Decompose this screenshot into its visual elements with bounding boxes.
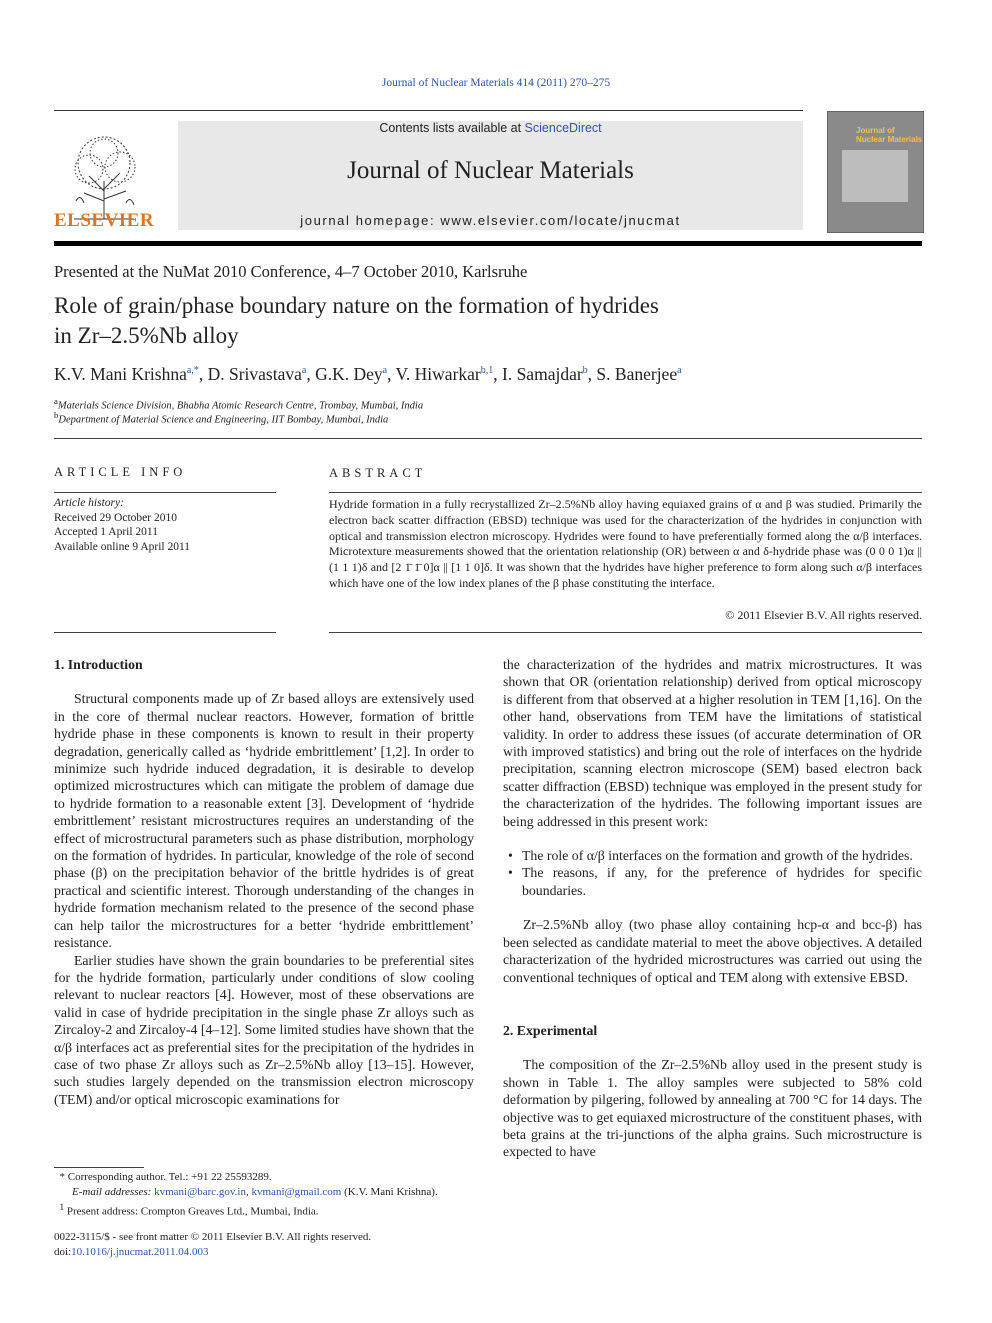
journal-reference-link[interactable]: Journal of Nuclear Materials 414 (2011) 270–275 — [381, 77, 611, 89]
sciencedirect-link[interactable]: ScienceDirect — [524, 121, 602, 135]
author-affiliation-link[interactable]: a,* — [186, 365, 199, 377]
affiliation-b: $^b$Department of Material Science and Engineering, IIT Bombay, Mumbai, India — [54, 410, 389, 426]
contents-line: Contents lists available at ScienceDirect — [379, 121, 602, 135]
footnote-rule — [54, 1167, 144, 1168]
abstract-heading: ABSTRACT — [329, 466, 427, 480]
conference-note: Presented at the NuMat 2010 Conference, 4–7 October 2010, Karlsruhe — [54, 262, 528, 281]
author-name: V. Hiwarkar — [395, 364, 481, 384]
article-info-heading: ARTICLE INFO — [54, 465, 187, 479]
author-affiliation-link[interactable]: a — [301, 365, 307, 377]
paragraph: The composition of the Zr–2.5%Nb alloy used in the present study is shown in Table 1. The alloy samples were subjected to 58% cold deformation by pilgering, followed by annealing at 700 °C for 14 days. The objective was to get equiaxed microstructure of the constituent phases, with beta grains at the tri-junctions of the alpha grains. Such microstructure is expected to have — [503, 1057, 922, 1160]
header-thick-rule — [54, 241, 922, 246]
elsevier-wordmark: ELSEVIER — [54, 210, 155, 231]
publication-meta: 0022-3115/$ - see front matter © 2011 Elsevier B.V. All rights reserved. doi:10.1016/j.jnucmat.2011.04.003 — [54, 1231, 372, 1258]
email-link[interactable]: kvmani@barc.gov.in — [154, 1186, 246, 1198]
email-link[interactable]: kvmani@gmail.com — [251, 1186, 342, 1198]
body-column-right — [503, 656, 922, 1161]
journal-title: Journal of Nuclear Materials — [347, 157, 634, 184]
body-column-left — [54, 656, 474, 1108]
article-title: Role of grain/phase boundary nature on the formation of hydrides in Zr–2.5%Nb alloy — [54, 293, 659, 348]
article-history: Article history: Received 29 October 2010 Accepted 1 April 2011 Available online 9 April 2011 — [54, 497, 191, 554]
author-affiliation-link[interactable]: a — [677, 365, 682, 377]
article-info-bottom-rule — [54, 632, 276, 633]
author-affiliation-link[interactable]: b,1 — [480, 365, 494, 377]
cover-image — [842, 150, 908, 202]
header-rule — [54, 110, 803, 111]
author-affiliation-link[interactable]: a — [382, 365, 388, 377]
doi-link[interactable]: 10.1016/j.jnucmat.2011.04.003 — [71, 1246, 209, 1258]
cover-title: Journal of Nuclear Materials — [856, 126, 923, 144]
footnotes — [54, 1170, 494, 1220]
author-name: I. Samajdar — [502, 364, 583, 384]
author-list: K.V. Mani Krishna$^{a,*}$, D. Srivastava$^a$, G.K. Dey$^a$, V. Hiwarkar$^{b,1}$, I. Samajdar$^b$, S. Banerjee$^a$ — [54, 364, 682, 384]
paragraph: Earlier studies have shown the grain boundaries to be preferential sites for the hydride formation, particularly under conditions of slow cooling relevant to nuclear reactors [4]. However, most of these observations are valid in case of hydride precipitation in the single phase Zr alloys such as Zircaloy-2 and Zircaloy-4 [4–12]. Some limited studies have shown that the α/β interfaces act as preferential sites for the precipitation of the hydrides in case of two phase Zr alloys such as Zr–2.5%Nb alloy [13–15]. However, such studies largely depended on the transmission electron microscopy (TEM) and/or optical microscopic examinations for — [54, 952, 474, 1107]
abstract-bottom-rule — [329, 632, 922, 633]
footnote-present-address: $^1$ Present address: Crompton Greaves Ltd., Mumbai, India. — [59, 1202, 319, 1218]
journal-homepage[interactable]: journal homepage: www.elsevier.com/locate/jnucmat — [300, 213, 681, 228]
paragraph: the characterization of the hydrides and matrix microstructures. It was shown that OR (orientation relationship) derived from optical microscopy is different from that observed at a higher resolution in TEM [1,16]. On the other hand, observations from TEM have the limitations of statistical validity. In order to address these issues (of accurate determination of OR with improved statistics) and bring out the role of interfaces on the hydride precipitation, scanning electron microscope (SEM) based electron back scatter diffraction (EBSD) technique was employed in the present study for the characterization of the hydrides. The following important issues are being addressed in this present work: — [503, 657, 922, 829]
author-name: D. Srivastava — [207, 364, 302, 384]
author-name: K.V. Mani Krishna — [54, 364, 187, 384]
article-info-rule — [54, 492, 276, 493]
author-name: S. Banerjee — [596, 364, 678, 384]
section-heading-experimental: 2. Experimental — [503, 1022, 598, 1038]
affiliation-rule — [54, 438, 922, 439]
footnote-corresponding: * Corresponding author. Tel.: +91 22 25593289. — [54, 1171, 272, 1183]
abstract-copyright: © 2011 Elsevier B.V. All rights reserved. — [725, 608, 922, 622]
author-name: G.K. Dey — [315, 364, 383, 384]
affiliation-a: $^a$Materials Science Division, Bhabha Atomic Research Centre, Trombay, Mumbai, India — [54, 396, 424, 412]
author-affiliation-link[interactable]: b — [582, 365, 588, 377]
paragraph: Zr–2.5%Nb alloy (two phase alloy containing hcp-α and bcc-β) has been selected as candidate material to meet the above objectives. A detailed characterization of the hydrided microstructures was carried out using the conventional techniques of optical and TEM along with extensive EBSD. — [503, 917, 922, 985]
footnote-email: E-mail addresses: kvmani@barc.gov.in, kvmani@gmail.com (K.V. Mani Krishna). — [72, 1186, 438, 1198]
paragraph: Structural components made up of Zr based alloys are extensively used in the core of thermal nuclear reactors. However, formation of brittle hydride phase in these components is known to result in their property degradation, generically called as ‘hydride embrittlement’ [1,2]. In order to minimize such hydride induced degradation, it is desirable to develop optimized microstructures which can mitigate the problem of damage due to hydride formation to a reasonable extent [3]. Development of ‘hydride embrittlement’ resistant microstructures requires an understanding of the effect of microstructural parameters such as phase distribution, morphology on the formation of hydrides. In particular, knowledge of the role of second phase (β) on the precipitation behavior of the brittle hydrides is of great practical and scientific interest. Thorough understanding of the changes in hydride formation mechanism related to the presence of the second phase can help tailor the microstructures for a better ‘hydride embrittlement’ resistance. — [54, 691, 474, 951]
issue-list — [503, 847, 922, 899]
abstract-rule — [329, 492, 922, 493]
abstract-text: Hydride formation in a fully recrystallized Zr–2.5%Nb alloy having equiaxed grains of α and β was studied. Primarily the electron back scatter diffraction (EBSD) technique was used for the characterization of the hydrides in conjunction with optical and transmission electron microscopy. Hydrides were found to have preferentially formed along the α/β interfaces. Microtexture measurements showed that the orientation relationship (OR) between α and δ-hydride phase was (0 0 0 1)α || (1 1 1)δ and [2 1̄ 1̄ 0]α || [1 1 0]δ. It was shown that the hydrides have higher preference to form along such α/β interfaces which have one of the low index planes of the β phase constituting the interface. — [329, 497, 922, 590]
journal-cover-thumbnail[interactable] — [827, 111, 924, 233]
list-item: • The role of α/β interfaces on the formation and growth of the hydrides. — [508, 848, 913, 864]
list-item: • The reasons, if any, for the preference of hydrides for specific boundaries. — [508, 865, 922, 898]
section-heading-introduction: 1. Introduction — [54, 657, 143, 672]
